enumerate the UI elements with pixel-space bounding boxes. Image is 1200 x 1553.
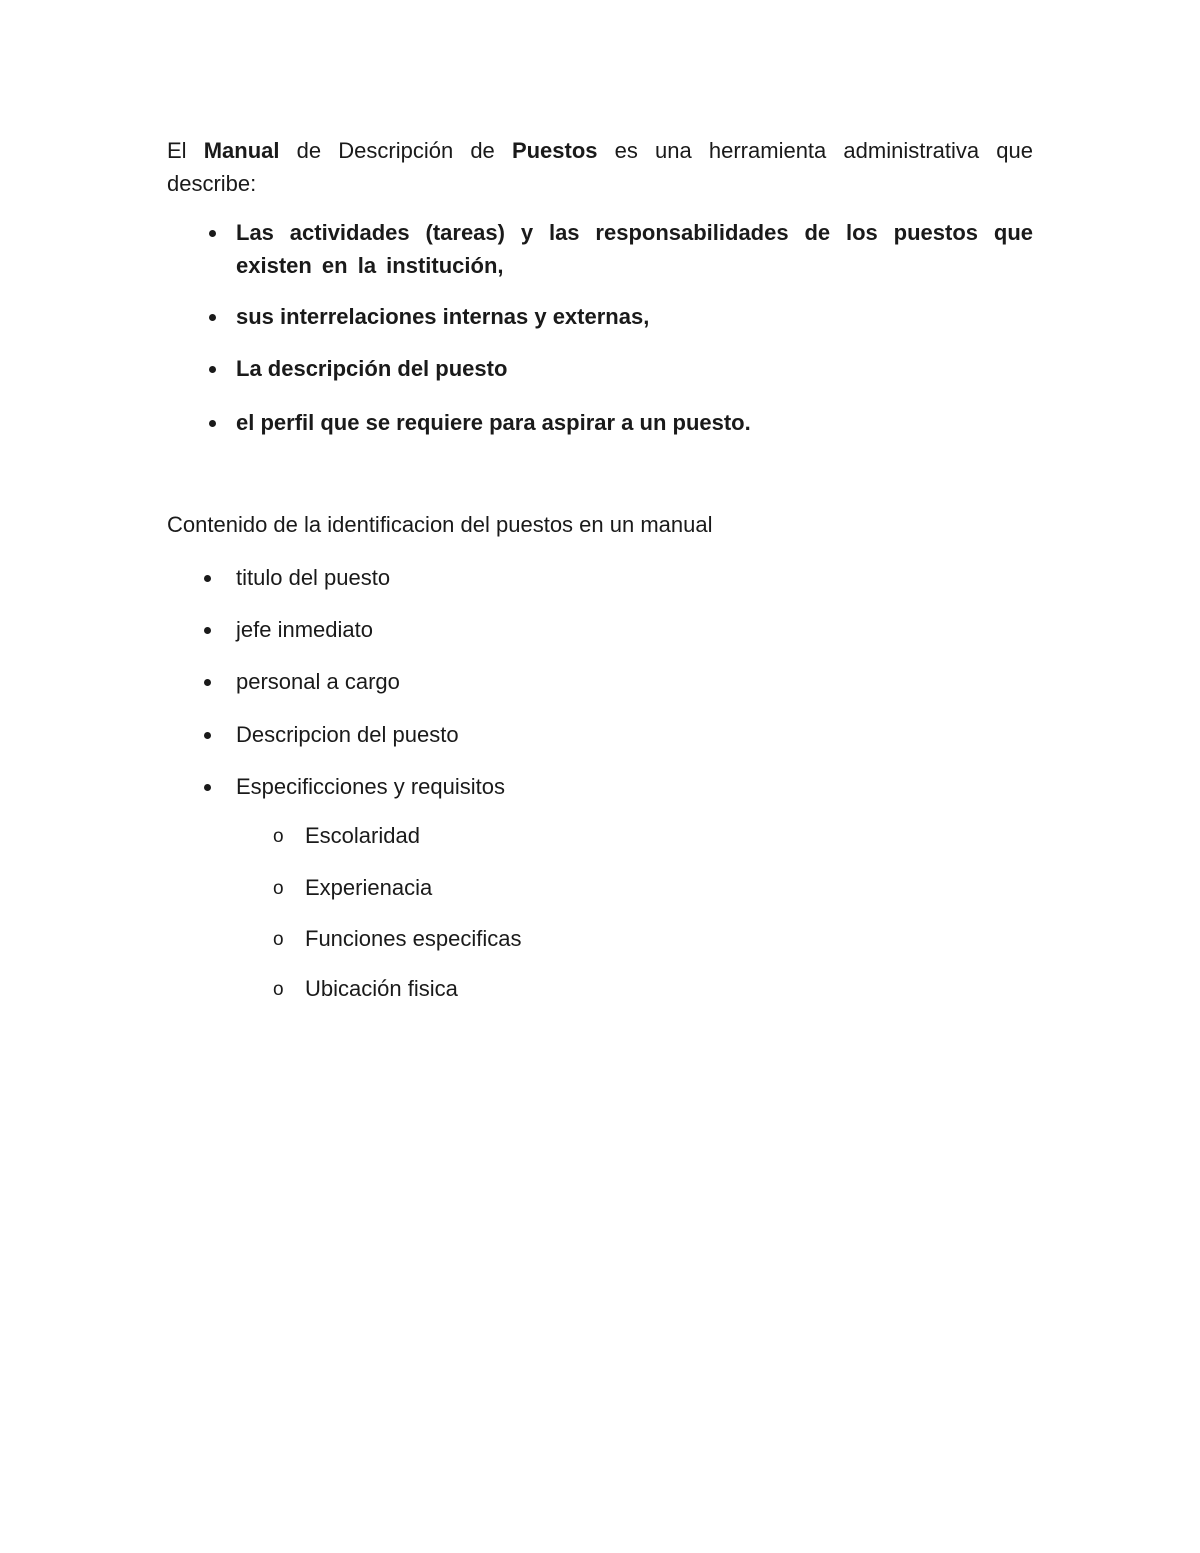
sub-list-item: Experienacia	[305, 875, 433, 900]
hollow-bullet-icon: o	[273, 826, 284, 847]
section-heading: Contenido de la identificacion del puestos en un manual	[167, 512, 713, 537]
intro-bold-puestos: Puestos	[511, 138, 598, 163]
bullet-icon	[204, 784, 211, 791]
bullet-icon	[204, 575, 211, 582]
bold-list-item: sus interrelaciones internas y externas,	[236, 304, 650, 329]
intro-text-3: es una herramienta administrativa que describe:	[167, 138, 1033, 196]
list-item: jefe inmediato	[236, 617, 373, 642]
list-item: titulo del puesto	[236, 565, 391, 590]
intro-text-2: de Descripción de	[279, 138, 512, 163]
list-item: Especificciones y requisitos	[236, 774, 506, 799]
sub-list-item: Funciones especificas	[305, 926, 522, 951]
hollow-bullet-icon: o	[273, 929, 284, 950]
bullet-icon	[209, 314, 216, 321]
bullet-icon	[204, 627, 211, 634]
list-item: Descripcion del puesto	[236, 722, 459, 747]
intro-paragraph	[167, 134, 1033, 200]
bullet-icon	[204, 732, 211, 739]
bold-list-item: La descripción del puesto	[236, 356, 508, 381]
bullet-icon	[204, 679, 211, 686]
intro-bold-manual: Manual	[203, 138, 280, 163]
hollow-bullet-icon: o	[273, 979, 284, 1000]
hollow-bullet-icon: o	[273, 878, 284, 899]
bullet-icon	[209, 366, 216, 373]
bold-list-item: Las actividades (tareas) y las responsabilidades de los puestos que existen en la institución,	[236, 220, 1033, 278]
bullet-icon	[209, 230, 216, 237]
bullet-icon	[209, 420, 216, 427]
sub-list-item: Escolaridad	[305, 823, 420, 848]
bold-list-item: el perfil que se requiere para aspirar a un puesto.	[236, 410, 751, 435]
intro-text-1: El	[167, 138, 204, 163]
list-item: personal a cargo	[236, 669, 400, 694]
sub-list-item: Ubicación fisica	[305, 976, 458, 1001]
